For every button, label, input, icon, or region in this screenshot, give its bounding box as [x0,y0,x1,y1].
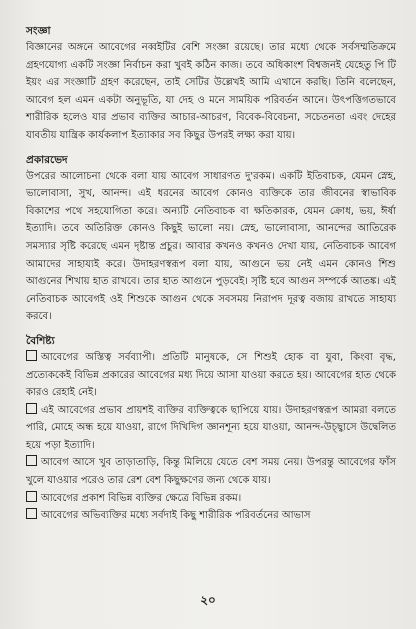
section-characteristics [26,334,396,525]
bullet-text: আবেগের অভিব্যক্তির মধ্যে সর্বদাই কিছু শারীরিক পরিবর্তনের আভাস [41,510,311,522]
section-heading: বৈশিষ্ট্য [26,334,55,347]
bullet-item [26,490,396,508]
checkbox-bullet-icon [26,491,37,502]
bullet-text: এই আবেগের প্রভাব প্রায়শই ব্যক্তির ব্যক্তিত্বকে ছাপিয়ে যায়। উদাহরণস্বরূপ আমরা বলতে পারি, মোহে অন্ধ হয়ে যাওয়া, রাগে দিখিদিগ জ্ঞানশূন্য হয়ে যাওয়া, আনন্দ-উচ্ছ্বাসে উদ্বেলিত হয়ে পড়া ইত্যাদি। [26,404,396,451]
bullet-text: আবেগ আসে খুব তাড়াতাড়ি, কিন্তু মিলিয়ে যেতে বেশ সময় নেয়। উপরন্তু আবেগের ফাঁস খুলে যাওয়ার পরেও তার রেশ বেশ কিছুক্ষণের জন্য থেকে যায়। [26,457,396,487]
page-number: ২০ [200,593,216,607]
bullet-item [26,454,396,489]
checkbox-bullet-icon [26,455,37,466]
bullet-item [26,402,396,455]
section-heading: প্রকারভেদ [26,153,68,166]
checkbox-bullet-icon [26,508,37,519]
section-definition [26,24,396,145]
bullet-text: আবেগের প্রকাশ বিভিন্ন ব্যক্তির ক্ষেত্রে বিভিন্ন রকম। [41,492,242,504]
section-heading: সংজ্ঞা [26,25,51,37]
paragraph: বিজ্ঞানের অঙ্গনে আবেগের নব্বইটির বেশি সংজ্ঞা রয়েছে। তার মধ্যে থেকে সর্বসম্মতিক্রমে গ্রহণযোগ্য একটি সংজ্ঞা নির্বাচন করা খুবই কঠিন কাজ। তবে অধিকাংশ বিশ্বজনই যেহেতু পি টি ইয়ং এর সংজ্ঞাটি গ্রহণ করেছেন, তাই সেটির উল্লেখই আমি এখানে করছি। তিনি বলেছেন, আবেগ হল এমন একটা অনুভূতি, যা দেহ ও মনে সাময়িক পরিবর্তন আনে। উৎপত্তিগতভাবে শারীরিক হলেও যার প্রভাব ব্যক্তির আচার-আচরণ, বিবেক-বিবেচনা, সচেতনতা এবং দেহের যাবতীয় যান্ত্রিক কার্যকলাপ ইত্যাকার সব কিছুর উপরই লক্ষ্য করা যায়। [26,42,396,141]
page-content [26,24,396,533]
bullet-item [26,349,396,402]
section-types [26,153,396,326]
checkbox-bullet-icon [26,350,37,361]
bullet-text: আবেগের অস্তিত্ব সর্বব্যাপী। প্রতিটি মানুষকে, সে শিশুই হোক বা যুবা, কিংবা বৃদ্ধ, প্রত্যেককেই বিভিন্ন প্রকারের আবেগের মধ্য দিয়ে আসা যাওয়া করতে হয়। আবেগের হাত থেকে কারও রেহাই নেই। [26,351,396,399]
bullet-item [26,507,396,525]
checkbox-bullet-icon [26,403,37,414]
paragraph: উপরের আলোচনা থেকে বলা যায় আবেগ সাধারণত দু'রকম। একটি ইতিবাচক, যেমন স্নেহ, ভালোবাসা, সুখ, আনন্দ। এই ধরনের আবেগ কোনও ব্যক্তিকে তার জীবনের স্বাভাবিক বিকাশের পথে সহযোগিতা করে। অন্যটি নেতিবাচক বা ক্ষতিকারক, যেমন ক্রোধ, ভয়, ঈর্ষা ইত্যাদি। তবে অতিরিক্ত কোনও কিছুই ভালো নয়। স্নেহ, ভালোবাসা, আনন্দের আতিরেক সমস্যার সৃষ্টি করেছে এমন দৃষ্টান্ত প্রচুর। আবার কখনও কখনও দেখা যায়, নেতিবাচক আবেগ আমাদের সাহায্যই করে। উদাহরণস্বরূপ বলা যায়, আগুনে ভয় নেই এমন কোনও শিশু আগুনের শিখায় হাত রাখবে। তার হাত আগুনে পুড়বেই। সৃষ্টি হবে আগুন সম্পর্কে আতঙ্ক। এই নেতিবাচক আবেগই ওই শিশুকে আগুন থেকে সবসময় নিরাপদ দূরত্ব বজায় রাখতে সাহায্য করবে। [26,170,396,323]
